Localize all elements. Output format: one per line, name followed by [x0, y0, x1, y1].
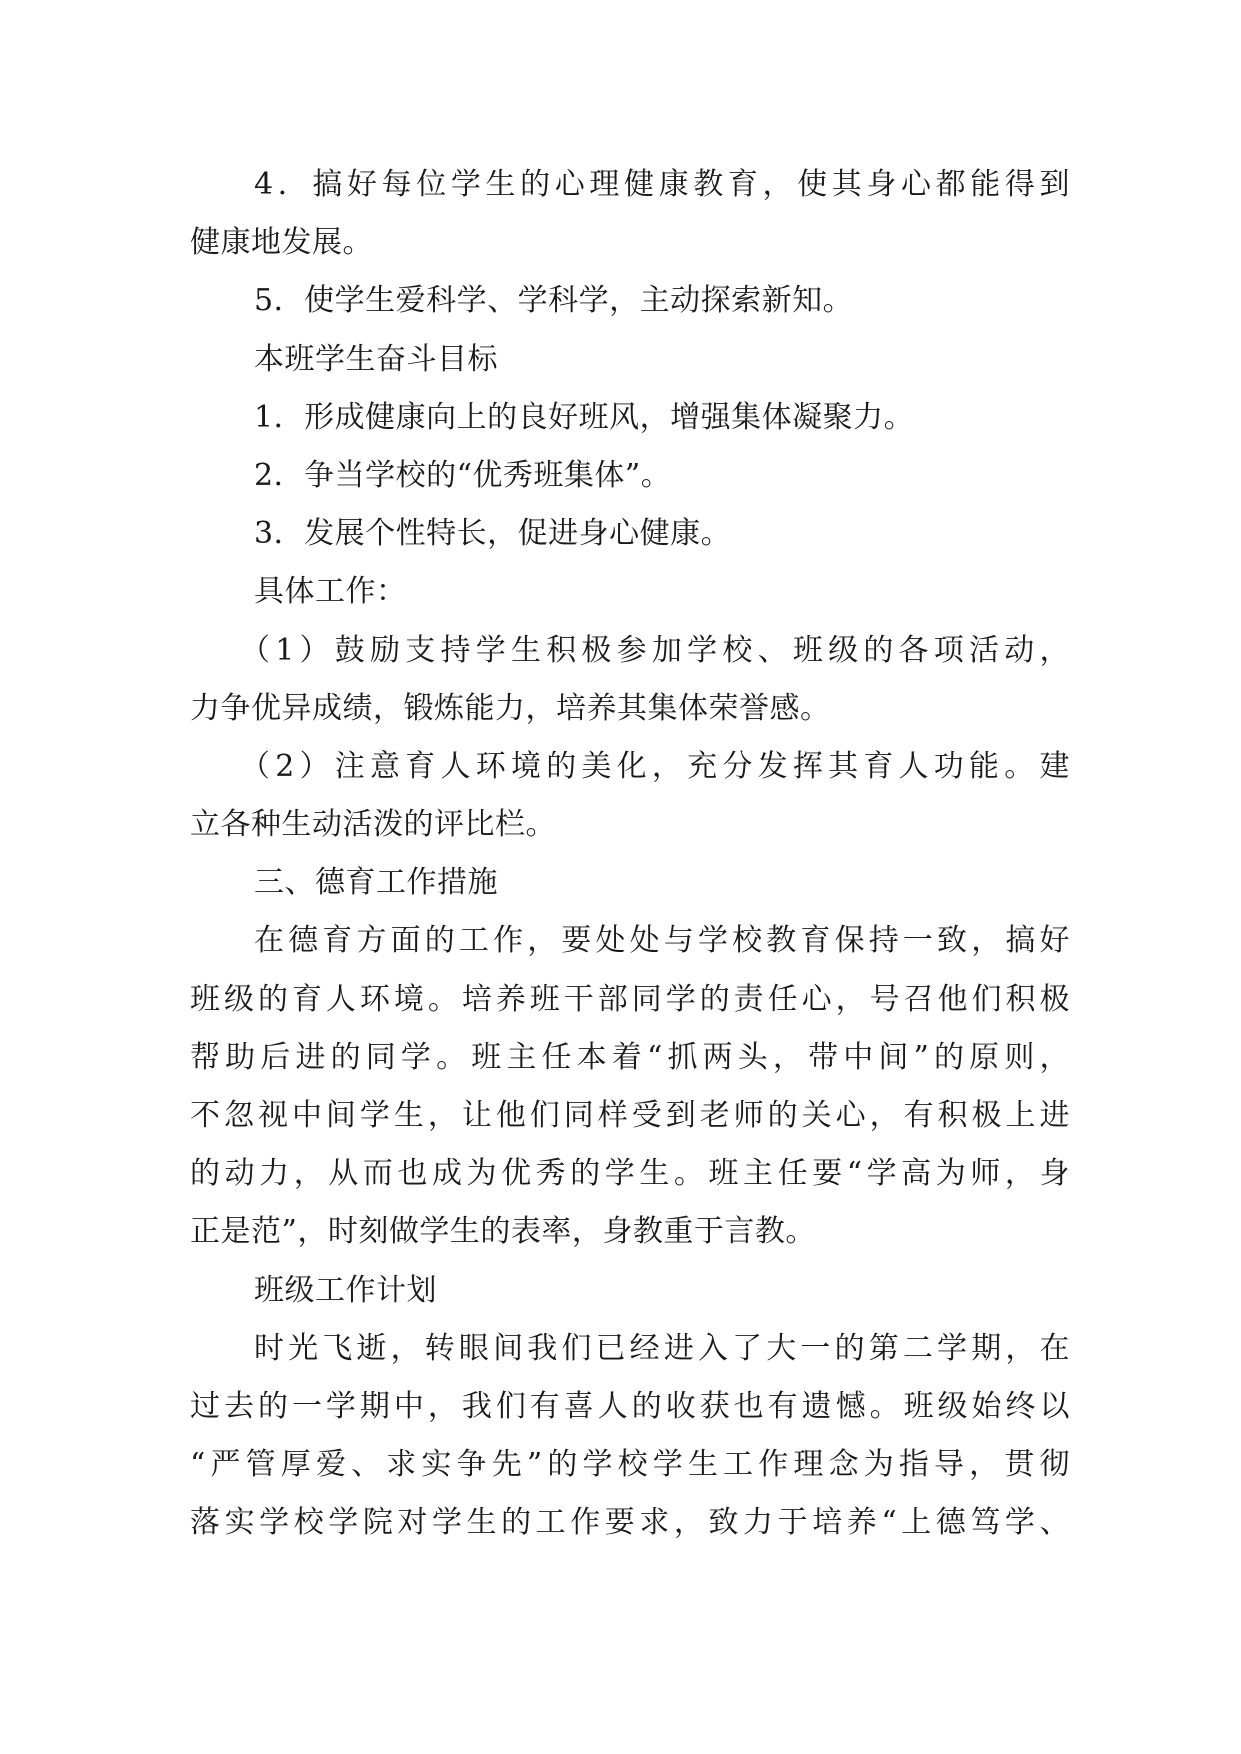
section-heading-moral-education: 三、德育工作措施 — [254, 865, 498, 901]
moral-education-line-5: 的动力，从而也成为优秀的学生。班主任要“学高为师，身 — [190, 1156, 1070, 1192]
work-item-2-line-2: 立各种生动活泼的评比栏。 — [190, 807, 556, 843]
section-heading-class-plan: 班级工作计划 — [254, 1272, 437, 1308]
moral-education-line-3: 帮助后进的同学。班主任本着“抓两头，带中间”的原则， — [190, 1039, 1070, 1075]
paragraph-4-line-2: 健康地发展。 — [190, 225, 373, 261]
paragraph-5: 5．使学生爱科学、学科学，主动探索新知。 — [254, 283, 854, 319]
section-heading-goals: 本班学生奋斗目标 — [254, 341, 498, 377]
class-plan-line-2: 过去的一学期中，我们有喜人的收获也有遗憾。班级始终以 — [190, 1388, 1070, 1424]
class-plan-line-1: 时光飞逝，转眼间我们已经进入了大一的第二学期，在 — [254, 1330, 1070, 1366]
body-text — [190, 156, 1070, 1553]
work-item-1-line-1: （1）鼓励支持学生积极参加学校、班级的各项活动， — [240, 632, 1070, 668]
paragraph-4-line-1: 4．搞好每位学生的心理健康教育，使其身心都能得到 — [254, 167, 1070, 202]
goal-2: 2．争当学校的“优秀班集体”。 — [254, 457, 672, 493]
section-heading-specific-work: 具体工作： — [254, 574, 407, 610]
goal-3: 3．发展个性特长，促进身心健康。 — [254, 516, 732, 552]
class-plan-line-4: 落实学校学院对学生的工作要求，致力于培养“上德笃学、 — [190, 1505, 1070, 1541]
goal-1: 1．形成健康向上的良好班风，增强集体凝聚力。 — [254, 399, 915, 435]
moral-education-line-4: 不忽视中间学生，让他们同样受到老师的关心，有积极上进 — [190, 1098, 1070, 1133]
work-item-1-line-2: 力争优异成绩，锻炼能力，培养其集体荣誉感。 — [190, 690, 831, 726]
moral-education-line-1: 在德育方面的工作，要处处与学校教育保持一致，搞好 — [254, 923, 1070, 959]
work-item-2-line-1: （2）注意育人环境的美化，充分发挥其育人功能。建 — [240, 748, 1070, 784]
class-plan-line-3: “严管厚爱、求实争先”的学校学生工作理念为指导，贯彻 — [190, 1447, 1070, 1483]
moral-education-line-6: 正是范”，时刻做学生的表率，身教重于言教。 — [190, 1214, 816, 1250]
moral-education-line-2: 班级的育人环境。培养班干部同学的责任心，号召他们积极 — [190, 981, 1070, 1017]
